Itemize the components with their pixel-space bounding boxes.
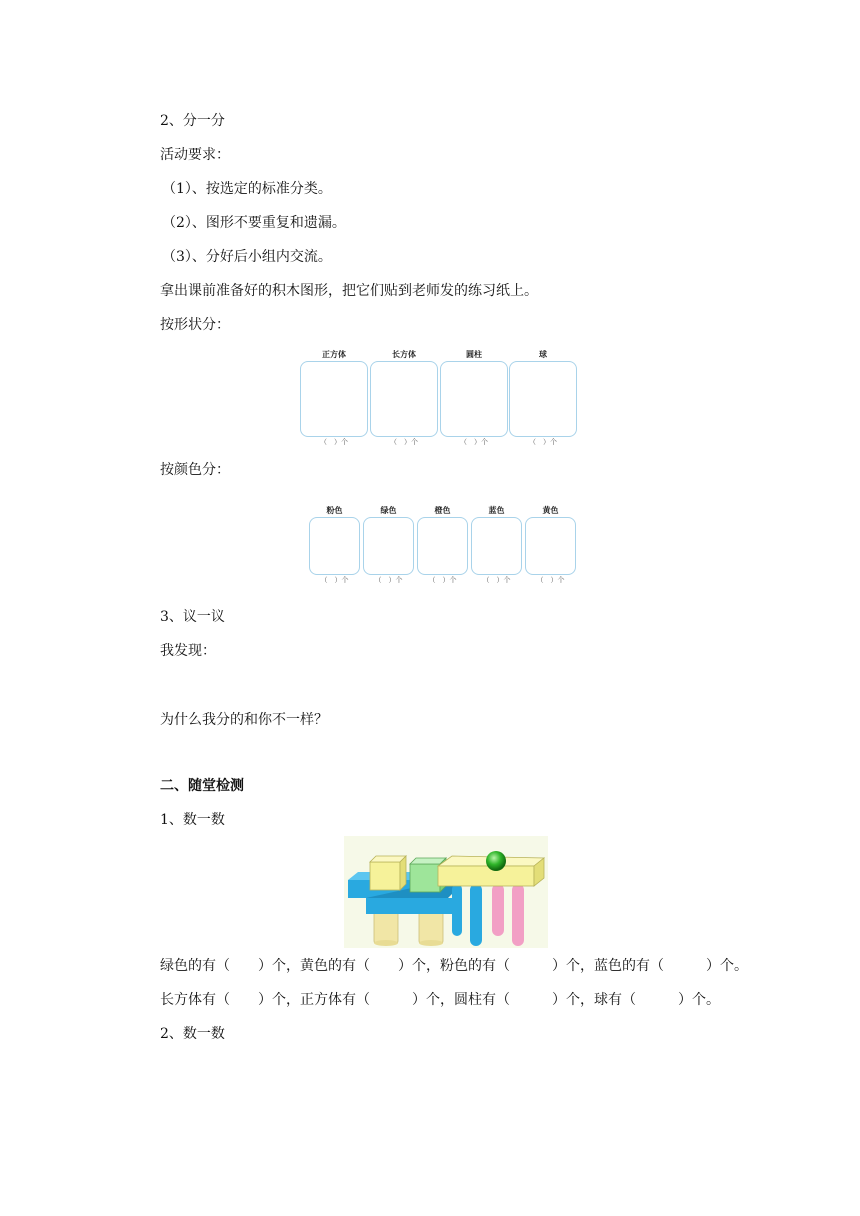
color-category-pink	[309, 505, 360, 585]
category-label: 圆柱	[466, 350, 482, 359]
quiz-2-title: 2、数一数	[160, 1026, 225, 1042]
i-found-label: 我发现：	[160, 643, 216, 659]
count-label: （ ）个	[460, 438, 488, 446]
category-box	[363, 517, 414, 575]
count-label: （ ）个	[390, 438, 418, 446]
category-box	[509, 361, 577, 437]
count-label: （ ）个	[320, 438, 348, 446]
shape-category-cylinder	[440, 349, 508, 447]
requirement-2: （2）、图形不要重复和遗漏。	[162, 215, 346, 231]
shape-category-sphere	[509, 349, 577, 447]
color-category-yellow	[525, 505, 576, 585]
color-category-blue	[471, 505, 522, 585]
yellow-cuboid-front	[438, 866, 534, 886]
count-label: （ ）个	[428, 576, 457, 584]
section-heading-quiz: 二、随堂检测	[160, 778, 244, 794]
count-label: （ ）个	[482, 576, 511, 584]
category-label: 球	[539, 350, 547, 359]
instruction-text: 拿出课前准备好的积木图形，把它们贴到老师发的练习纸上。	[160, 283, 538, 299]
shape-category-cuboid	[370, 349, 438, 447]
category-label: 蓝色	[488, 506, 505, 515]
category-box	[471, 517, 522, 575]
section-2-title: 2、分一分	[160, 113, 225, 129]
category-box	[440, 361, 508, 437]
by-color-label: 按颜色分：	[160, 462, 230, 478]
category-box	[417, 517, 468, 575]
color-count-question: 绿色的有（ ）个，黄色的有（ ）个，粉色的有（ ）个，蓝色的有（ ）个。	[160, 958, 748, 974]
blue-cuboid-bottom	[366, 898, 456, 914]
category-box	[300, 361, 368, 437]
shape-category-cube	[300, 349, 368, 447]
blue-cylinder	[470, 884, 482, 946]
color-category-orange	[417, 505, 468, 585]
quiz-1-title: 1、数一数	[160, 812, 225, 828]
count-label: （ ）个	[536, 576, 565, 584]
requirement-3: （3）、分好后小组内交流。	[162, 249, 332, 265]
blocks-svg	[344, 836, 548, 948]
category-box	[525, 517, 576, 575]
category-label: 黄色	[542, 506, 559, 515]
pink-cylinder	[512, 884, 524, 946]
yellow-cube-side	[400, 856, 406, 890]
category-label: 橙色	[434, 506, 451, 515]
activity-requirements-label: 活动要求：	[160, 147, 230, 163]
why-different-question: 为什么我分的和你不一样？	[160, 712, 328, 728]
category-label: 粉色	[326, 506, 343, 515]
by-shape-label: 按形状分：	[160, 317, 230, 333]
building-blocks-illustration	[344, 836, 548, 948]
yellow-cube-front	[370, 862, 400, 890]
pink-cylinder	[492, 884, 504, 936]
section-3-title: 3、议一议	[160, 609, 225, 625]
category-label: 长方体	[392, 350, 416, 359]
blue-cylinder	[452, 884, 462, 936]
shape-count-question: 长方体有（ ）个，正方体有（ ）个，圆柱有（ ）个，球有（ ）个。	[160, 992, 720, 1008]
color-category-green	[363, 505, 414, 585]
count-label: （ ）个	[320, 576, 349, 584]
count-label: （ ）个	[374, 576, 403, 584]
green-ball	[486, 851, 506, 871]
green-cube-front	[410, 864, 440, 892]
requirement-1: （1）、按选定的标准分类。	[162, 181, 332, 197]
category-label: 绿色	[380, 506, 397, 515]
category-box	[309, 517, 360, 575]
count-label: （ ）个	[529, 438, 557, 446]
cream-cylinder-bottom	[419, 940, 443, 946]
category-box	[370, 361, 438, 437]
cream-cylinder-bottom	[374, 940, 398, 946]
category-label: 正方体	[322, 350, 346, 359]
